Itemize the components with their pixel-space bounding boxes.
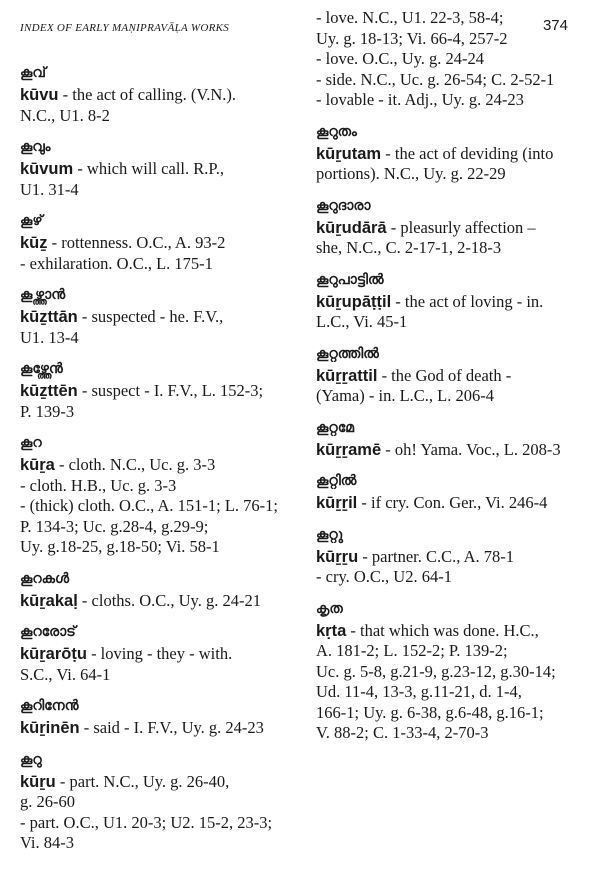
transliterated-term: kūṟutam (316, 144, 382, 163)
definition-text: - the act of deviding (into (381, 143, 554, 163)
dictionary-entry (20, 138, 286, 200)
entry-line (316, 662, 582, 683)
definition-text: - lovable - it. Adj., Uy. g. 24-23 (316, 90, 524, 109)
dictionary-entry (316, 271, 582, 333)
malayalam-headword: കൂറ്റത്തിൽ (316, 345, 379, 362)
dictionary-entry (316, 8, 582, 111)
definition-text: - the act of loving - in. (391, 291, 544, 311)
dictionary-entry (316, 345, 582, 407)
malayalam-headword: കൂറുദാരാ (316, 197, 371, 214)
entry-line (20, 591, 286, 612)
dictionary-entry (316, 419, 582, 461)
definition-text: Uy. g. 18-13; Vi. 66-4, 257-2 (316, 28, 508, 48)
dictionary-entry (316, 526, 582, 588)
entry-line (20, 455, 286, 476)
entry-line (316, 567, 582, 588)
definition-text: 166-1; Uy. g. 6-38, g.6-48, g.16-1; (316, 702, 544, 722)
entry-line (20, 381, 286, 402)
dictionary-entry (20, 751, 286, 854)
malayalam-headword: കൂറകൾ (20, 570, 70, 587)
transliterated-term: kūṟupāṭṭil (316, 292, 392, 311)
definition-text: S.C., Vi. 64-1 (20, 664, 111, 684)
entry-line (20, 254, 286, 275)
transliterated-term: kūṟṟattil (316, 366, 378, 385)
transliterated-term: kūṟu (20, 772, 56, 791)
dictionary-entry (316, 197, 582, 259)
transliterated-term: kūṟṟamē (316, 440, 382, 459)
definition-text: - the act of calling. (V.N.). (58, 85, 236, 104)
entry-line (316, 29, 582, 50)
malayalam-headword: കൃത (316, 600, 343, 617)
definition-text: she, N.C., C. 2-17-1, 2-18-3 (316, 238, 502, 257)
entry-line (20, 772, 286, 793)
left-column (20, 64, 286, 866)
entry-line (20, 537, 286, 558)
transliterated-term: kūṟakaḷ (20, 591, 78, 610)
entry-line (20, 476, 286, 497)
entry-line (316, 703, 582, 724)
entry-line (20, 180, 286, 201)
transliterated-term: kūṟarōṭu (20, 645, 87, 663)
entry-line (20, 718, 286, 739)
definition-text: - that which was done. H.C., (346, 620, 539, 640)
malayalam-headword: കൂഴ്ത്താൻ (20, 287, 66, 303)
definition-text: A. 181-2; L. 152-2; P. 139-2; (316, 641, 508, 660)
dictionary-entry (20, 434, 286, 558)
entry-line (316, 386, 582, 407)
entry-line (20, 402, 286, 423)
entry-line (316, 493, 582, 514)
dictionary-entry (316, 123, 582, 185)
definition-text: Uc. g. 5-8, g.21-9, g.23-12, g.30-14; (316, 661, 556, 681)
entry-line (316, 49, 582, 70)
entry-line (316, 682, 582, 703)
dictionary-entry (20, 64, 286, 126)
definition-text: - if cry. Con. Ger., Vi. 246-4 (357, 493, 548, 512)
malayalam-headword: കൂറ (20, 435, 42, 451)
entry-line (20, 665, 286, 686)
entry-line (20, 159, 286, 180)
malayalam-headword: കൂവും (20, 139, 51, 155)
definition-text: - oh! Yama. Voc., L. 208-3 (381, 439, 561, 459)
definition-text: Ud. 11-4, 13-3, g.11-21, d. 1-4, (316, 682, 522, 701)
definition-text: portions). N.C., Uy. g. 22-29 (316, 164, 506, 183)
transliterated-term: kūṟṟu (316, 547, 359, 566)
malayalam-headword: കൂറുതം (316, 123, 357, 140)
definition-text: - exhilaration. O.C., L. 175-1 (20, 253, 213, 273)
malayalam-headword: കൂഴ്ത്തേൻ (20, 361, 63, 377)
definition-text: Uy. g.18-25, g.18-50; Vi. 58-1 (20, 537, 220, 556)
entry-line (316, 292, 582, 313)
definition-text: - side. N.C., Uc. g. 26-54; C. 2-52-1 (316, 69, 555, 89)
page-number: 374 (542, 17, 568, 34)
dictionary-entry (20, 623, 286, 685)
transliterated-term: kūṟṟil (316, 494, 358, 512)
definition-text: - suspected - he. F.V., (77, 307, 224, 326)
entry-line (20, 496, 286, 517)
entry-line (316, 440, 582, 461)
definition-text: V. 88-2; C. 1-33-4, 2-70-3 (316, 723, 489, 742)
malayalam-headword: കൂറു (20, 751, 42, 768)
entry-line (20, 233, 286, 254)
definition-text: - cloths. O.C., Uy. g. 24-21 (77, 590, 261, 610)
entry-line (316, 70, 582, 91)
entry-line (316, 312, 582, 333)
entry-line (316, 144, 582, 165)
definition-text: - part. N.C., Uy. g. 26-40, (55, 771, 230, 791)
entry-line (316, 547, 582, 568)
entry-line (316, 621, 582, 642)
definition-text: N.C., U1. 8-2 (20, 105, 110, 125)
dictionary-entry (20, 286, 286, 348)
definition-text: - love. N.C., U1. 22-3, 58-4; (316, 8, 504, 27)
transliterated-term: kūvu (20, 86, 59, 104)
malayalam-headword: കൂറിനേൻ (20, 698, 79, 714)
dictionary-entry (316, 472, 582, 514)
definition-text: - cry. O.C., U2. 64-1 (316, 567, 452, 586)
malayalam-headword: കൂറ്റമേ (316, 419, 354, 436)
entry-line (316, 641, 582, 662)
transliterated-term: kṛta (316, 621, 347, 640)
definition-text: P. 134-3; Uc. g.28-4, g.29-9; (20, 516, 209, 536)
malayalam-headword: കൂറരോട് (20, 624, 76, 640)
definition-text: - cloth. N.C., Uc. g. 3-3 (54, 455, 216, 474)
definition-text: - loving - they - with. (86, 644, 233, 663)
transliterated-term: kūṟudārā (316, 218, 387, 237)
transliterated-term: kūṟa (20, 456, 55, 474)
entry-line (20, 833, 286, 854)
transliterated-term: kūẕ (20, 234, 48, 252)
entry-line (316, 164, 582, 185)
entry-line (20, 644, 286, 665)
entry-line (316, 366, 582, 387)
definition-text: - the God of death - (377, 365, 512, 385)
transliterated-term: kūvum (20, 160, 74, 178)
definition-text: - partner. C.C., A. 78-1 (358, 546, 515, 566)
definition-text: - love. O.C., Uy. g. 24-24 (316, 49, 485, 68)
definition-text: P. 139-3 (20, 401, 75, 421)
definition-text: - pleasurly affection – (386, 217, 536, 237)
definition-text: Vi. 84-3 (20, 833, 75, 852)
entry-line (316, 8, 582, 29)
entry-line (20, 106, 286, 127)
definition-text: - part. O.C., U1. 20-3; U2. 15-2, 23-3; (20, 812, 273, 832)
transliterated-term: kūẕttān (20, 308, 78, 326)
definition-text: (Yama) - in. L.C., L. 206-4 (316, 386, 494, 405)
dictionary-entry (20, 570, 286, 612)
dictionary-entry (20, 360, 286, 422)
definition-text: L.C., Vi. 45-1 (316, 312, 408, 331)
malayalam-headword: കൂഴ് (20, 213, 43, 229)
definition-text: - which will call. R.P., (73, 159, 224, 178)
definition-text: - said - I. F.V., Uy. g. 24-23 (79, 718, 264, 737)
dictionary-entry (316, 600, 582, 744)
transliterated-term: kūṟinēn (20, 719, 80, 737)
entry-line (316, 90, 582, 111)
entry-line (20, 85, 286, 106)
definition-text: U1. 13-4 (20, 327, 79, 347)
definition-text: - (thick) cloth. O.C., A. 151-1; L. 76-1; (20, 496, 279, 515)
dictionary-entry (20, 697, 286, 739)
running-head: INDEX OF EARLY MAṆIPRAVĀḶA WORKS (20, 22, 230, 34)
entry-line (316, 723, 582, 744)
entry-line (20, 813, 286, 834)
definition-text: - suspect - I. F.V., L. 152-3; (77, 381, 264, 400)
definition-text: U1. 31-4 (20, 179, 79, 199)
entry-line (20, 328, 286, 349)
definition-text: g. 26-60 (20, 792, 75, 811)
definition-text: - cloth. H.B., Uc. g. 3-3 (20, 475, 177, 495)
malayalam-headword: കൂറുപാട്ടിൽ (316, 271, 384, 288)
transliterated-term: kūẕttēn (20, 382, 78, 400)
malayalam-headword: കൂവ് (20, 65, 46, 81)
entry-line (316, 218, 582, 239)
definition-text: - rottenness. O.C., A. 93-2 (47, 233, 226, 252)
dictionary-entry (20, 212, 286, 274)
entry-line (316, 238, 582, 259)
malayalam-headword: കൂറ്റിൽ (316, 473, 357, 489)
entry-line (20, 307, 286, 328)
entry-line (20, 517, 286, 538)
entry-line (20, 792, 286, 813)
malayalam-headword: കൂറ്റു (316, 526, 343, 543)
